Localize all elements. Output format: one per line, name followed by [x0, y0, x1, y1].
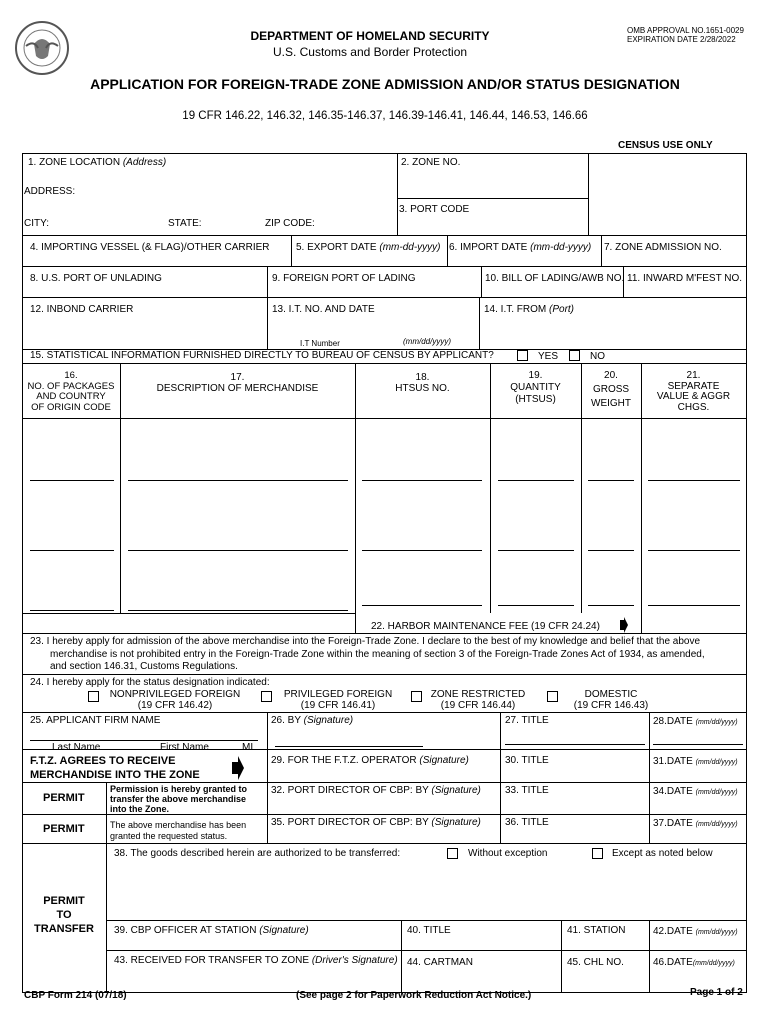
- field-30-label: 30. TITLE: [505, 755, 549, 766]
- field-2-label: 2. ZONE NO.: [401, 157, 461, 168]
- census-no-label: NO: [590, 351, 605, 362]
- it-date-label: (mm/dd/yyyy): [403, 337, 451, 346]
- field-8-label: 8. U.S. PORT OF UNLADING: [30, 273, 162, 284]
- col-18-header: 18. HTSUS NO.: [395, 372, 450, 394]
- zone-restricted-checkbox[interactable]: [411, 691, 422, 702]
- permit-to-transfer-label: PERMIT TO TRANSFER: [34, 895, 94, 935]
- agency-name: U.S. Customs and Border Protection: [272, 45, 468, 59]
- field-9-label: 9. FOREIGN PORT OF LADING: [272, 273, 416, 284]
- census-yes-checkbox[interactable]: [517, 350, 528, 361]
- field-29-label: 29. FOR THE F.T.Z. OPERATOR (Signature): [271, 755, 469, 766]
- col-19-header: 19. QUANTITY (HTSUS): [510, 370, 561, 405]
- ftz-agrees-line1: F.T.Z. AGREES TO RECEIVE: [30, 755, 176, 767]
- without-exception-label: Without exception: [468, 848, 548, 859]
- city-label: CITY:: [24, 218, 50, 229]
- ftz-agrees-line2: MERCHANDISE INTO THE ZONE: [30, 769, 200, 781]
- paperwork-notice: (See page 2 for Paperwork Reduction Act Notice.): [296, 990, 532, 1001]
- without-exception-checkbox[interactable]: [447, 848, 458, 859]
- field-26-label: 26. BY (Signature): [271, 715, 354, 726]
- privileged-foreign-checkbox[interactable]: [261, 691, 272, 702]
- field-34-label: 34.DATE (mm/dd/yyyy): [653, 786, 738, 797]
- page-number: Page 1 of 2: [690, 987, 743, 998]
- nonprivileged-foreign-checkbox[interactable]: [88, 691, 99, 702]
- nonprivileged-foreign-label: NONPRIVILEGED FOREIGN (19 CFR 146.42): [109, 689, 241, 711]
- field-39-label: 39. CBP OFFICER AT STATION (Signature): [114, 925, 309, 936]
- census-yes-label: YES: [538, 351, 559, 362]
- field-3-label: 3. PORT CODE: [399, 204, 470, 215]
- first-name-label: First Name: [160, 742, 209, 753]
- field-22-label: 22. HARBOR MAINTENANCE FEE (19 CFR 24.24): [371, 621, 600, 632]
- omb-approval: OMB APPROVAL NO.1651-0029: [627, 26, 744, 35]
- field-4-label: 4. IMPORTING VESSEL (& FLAG)/OTHER CARRIER: [30, 242, 270, 253]
- department-name: DEPARTMENT OF HOMELAND SECURITY: [250, 29, 490, 43]
- zone-restricted-label: ZONE RESTRICTED (19 CFR 146.44): [430, 689, 526, 711]
- permit-label-1: PERMIT: [43, 792, 85, 804]
- field-41-label: 41. STATION: [567, 925, 626, 936]
- field-33-label: 33. TITLE: [505, 785, 549, 796]
- it-number-label: I.T Number: [300, 339, 340, 348]
- field-36-label: 36. TITLE: [505, 817, 549, 828]
- field-38-label: 38. The goods described herein are authorized to be transferred:: [114, 848, 401, 859]
- field-27-label: 27. TITLE: [505, 715, 549, 726]
- field-5-label: 5. EXPORT DATE (mm-dd-yyyy): [296, 242, 441, 253]
- field-40-label: 40. TITLE: [407, 925, 451, 936]
- field-44-label: 44. CARTMAN: [407, 957, 473, 968]
- field-14-label: 14. I.T. FROM (Port): [484, 304, 575, 315]
- col-17-header: 17. DESCRIPTION OF MERCHANDISE: [156, 372, 319, 394]
- census-no-checkbox[interactable]: [569, 350, 580, 361]
- last-name-label: Last Name: [52, 742, 101, 753]
- arrow-right-icon: [619, 617, 629, 638]
- field-23-declaration: 23. I hereby apply for admission of the above merchandise into the Foreign-Trade Zone. I declare to the best of my knowledge and belief that the above merchandise is not prohibited entry in the Foreign-Trade Zone within the meaning of section 3 of the Foreign-Trade Zones Act of 1934, as amended, and section 146.31, Customs Regulations.: [30, 636, 705, 672]
- field-45-label: 45. CHL NO.: [567, 957, 624, 968]
- form-number: CBP Form 214 (07/18): [24, 990, 127, 1001]
- field-46-label: 46.DATE(mm/dd/yyyy): [653, 957, 735, 968]
- field-1-label: 1. ZONE LOCATION (Address): [28, 157, 167, 168]
- field-35-label: 35. PORT DIRECTOR OF CBP: BY (Signature): [271, 817, 481, 828]
- arrow-right-icon: [231, 756, 245, 785]
- field-37-label: 37.DATE (mm/dd/yyyy): [653, 818, 738, 829]
- field-43-label: 43. RECEIVED FOR TRANSFER TO ZONE (Driver's Signature): [114, 955, 398, 966]
- expiration-date: EXPIRATION DATE 2/28/2022: [627, 35, 736, 44]
- field-10-label: 10. BILL OF LADING/AWB NO.: [485, 273, 625, 284]
- cfr-references: 19 CFR 146.22, 146.32, 146.35-146.37, 146.39-146.41, 146.44, 146.53, 146.66: [182, 110, 588, 122]
- middle-initial-label: MI: [242, 742, 254, 753]
- census-use-only: CENSUS USE ONLY: [618, 140, 713, 151]
- field-42-label: 42.DATE (mm/dd/yyyy): [653, 926, 738, 937]
- privileged-foreign-label: PRIVILEGED FOREIGN (19 CFR 146.41): [283, 689, 393, 711]
- zip-label: ZIP CODE:: [265, 218, 315, 229]
- domestic-label: DOMESTIC (19 CFR 146.43): [573, 689, 649, 711]
- permit-label-2: PERMIT: [43, 823, 85, 835]
- field-6-label: 6. IMPORT DATE (mm-dd-yyyy): [449, 242, 592, 253]
- field-31-label: 31.DATE (mm/dd/yyyy): [653, 756, 738, 767]
- field-24-label: 24. I hereby apply for the status designation indicated:: [30, 677, 270, 688]
- col-20-header: 20. GROSS WEIGHT: [591, 370, 631, 409]
- field-13-label: 13. I.T. NO. AND DATE: [272, 304, 375, 315]
- field-25-label: 25. APPLICANT FIRM NAME: [30, 715, 161, 726]
- field-7-label: 7. ZONE ADMISSION NO.: [604, 242, 722, 253]
- field-11-label: 11. INWARD M'FEST NO.: [627, 273, 743, 284]
- dhs-seal-logo: [14, 20, 70, 76]
- except-noted-checkbox[interactable]: [592, 848, 603, 859]
- address-label: ADDRESS:: [24, 186, 76, 197]
- permit-2-text: The above merchandise has been granted the requested status.: [110, 820, 247, 841]
- field-32-label: 32. PORT DIRECTOR OF CBP: BY (Signature): [271, 785, 481, 796]
- except-noted-label: Except as noted below: [612, 848, 713, 859]
- field-15-label: 15. STATISTICAL INFORMATION FURNISHED DIRECTLY TO BUREAU OF CENSUS BY APPLICANT?: [30, 350, 494, 361]
- col-21-header: 21. SEPARATE VALUE & AGGR CHGS.: [656, 370, 731, 413]
- field-12-label: 12. INBOND CARRIER: [30, 304, 134, 315]
- field-28-label: 28.DATE (mm/dd/yyyy): [653, 716, 738, 727]
- state-label: STATE:: [168, 218, 202, 229]
- permit-1-text: Permission is hereby granted to transfer the above merchandise into the Zone.: [110, 784, 248, 814]
- col-16-header: 16. NO. OF PACKAGES AND COUNTRY OF ORIGIN CODE: [27, 370, 115, 413]
- form-title: APPLICATION FOR FOREIGN-TRADE ZONE ADMISSION AND/OR STATUS DESIGNATION: [90, 76, 680, 92]
